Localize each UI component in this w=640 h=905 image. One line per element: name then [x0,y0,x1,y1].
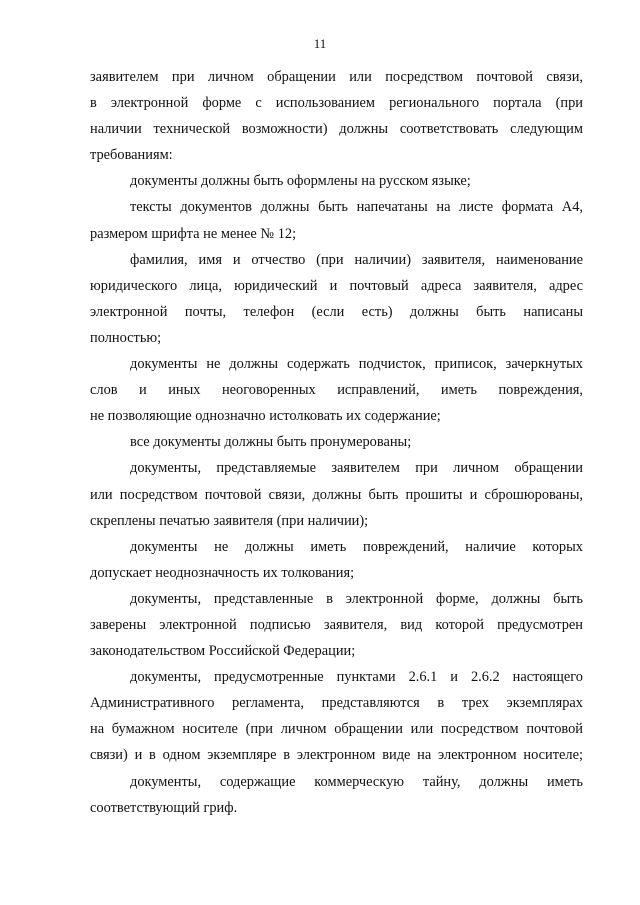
text-line: допускает неоднозначность их толкования; [90,564,355,581]
text-line: соответствующий гриф. [90,799,238,816]
text-line: тексты документов должны быть напечатаны на листе формата А4, [130,199,583,216]
text-line: Административного регламента, представляются в трех экземплярах [90,695,583,712]
text-line: документы не должны иметь повреждений, наличие которых [130,538,583,555]
text-line: в электронной форме с использованием регионального портала (при [90,95,583,112]
text-line: связи) и в одном экземпляре в электронном виде на электронном носителе; [90,747,583,764]
text-line: скреплены печатью заявителя (при наличии); [90,512,369,529]
text-line: документы, представленные в электронной форме, должны быть [130,590,583,607]
text-line: электронной почты, телефон (если есть) должны быть написаны [90,303,583,320]
text-line: документы должны быть оформлены на русском языке; [130,173,471,190]
page-number: 11 [313,36,327,51]
document-body [90,64,583,821]
text-line: или посредством почтовой связи, должны быть прошиты и сброшюрованы, [90,486,583,503]
text-line: документы, предусмотренные пунктами 2.6.1 и 2.6.2 настоящего [130,669,583,686]
text-line: слов и иных неоговоренных исправлений, иметь повреждения, [90,382,583,399]
text-line: заверены электронной подписью заявителя, вид которой предусмотрен [90,616,583,633]
text-line: размером шрифта не менее № 12; [90,225,297,242]
text-line: документы, представляемые заявителем при личном обращении [130,460,583,477]
text-line: документы не должны содержать подчисток, приписок, зачеркнутых [130,356,583,373]
text-line: не позволяющие однозначно истолковать их содержание; [90,408,441,425]
text-line: законодательством Российской Федерации; [90,643,356,660]
text-line: требованиям: [90,147,173,164]
text-line: наличии технической возможности) должны соответствовать следующим [90,121,583,138]
text-line: заявителем при личном обращении или посредством почтовой связи, [90,69,583,85]
text-line: фамилия, имя и отчество (при наличии) заявителя, наименование [130,251,583,268]
text-line: полностью; [90,329,162,346]
text-line: все документы должны быть пронумерованы; [130,434,412,451]
text-line: на бумажном носителе (при личном обращении или посредством почтовой [90,721,583,738]
text-line: юридического лица, юридический и почтовый адреса заявителя, адрес [90,277,583,294]
text-line: документы, содержащие коммерческую тайну, должны иметь [130,773,583,790]
